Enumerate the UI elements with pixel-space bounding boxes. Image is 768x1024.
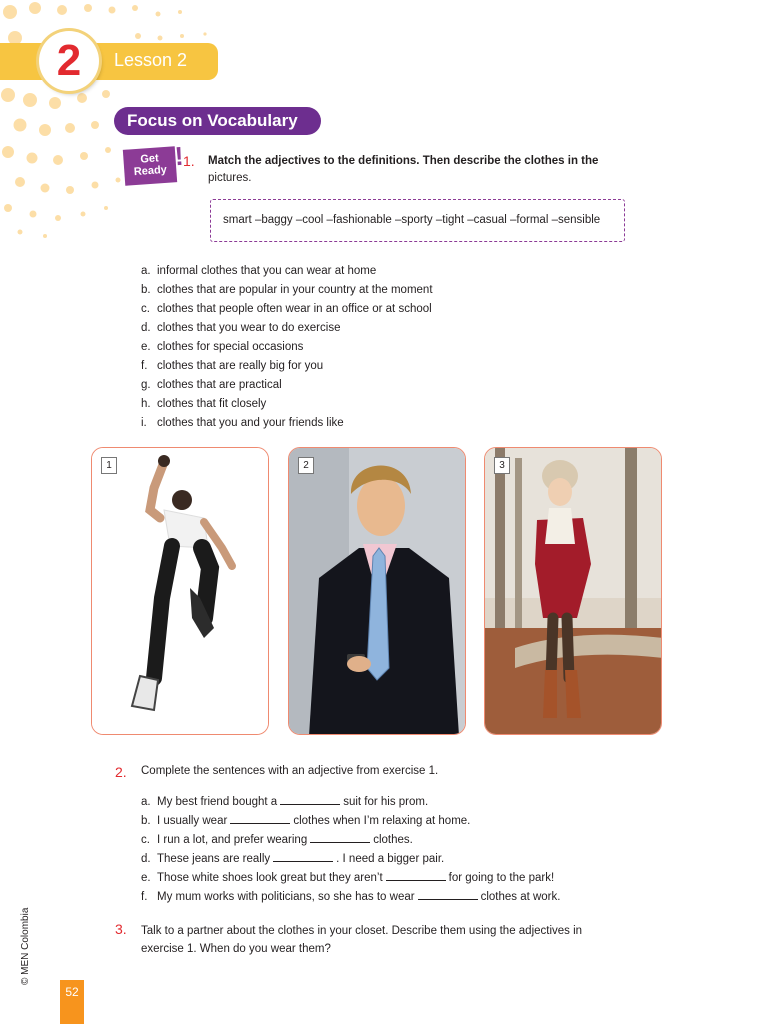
list-item: f. clothes that are really big for you — [141, 360, 324, 372]
answer-blank[interactable] — [273, 851, 333, 862]
exercise-1-instruction — [208, 153, 608, 187]
lesson-number: 2 — [56, 36, 82, 85]
photo-2-image — [289, 448, 466, 735]
photo-label: 2 — [298, 457, 314, 474]
list-item: a. informal clothes that you can wear at home — [141, 265, 377, 277]
sentences-list — [141, 793, 560, 907]
lesson-number-badge — [39, 31, 99, 91]
exercise-1-instruction-bold: Match the adjectives to the definitions. Then describe the clothes in the — [208, 155, 599, 167]
get-ready-line1: Get — [139, 152, 160, 166]
list-item: g. clothes that are practical — [141, 379, 282, 391]
answer-blank[interactable] — [418, 889, 478, 900]
list-item: f. My mum works with politicians, so she has to wear clothes at work. — [141, 891, 561, 903]
list-item: i. clothes that you and your friends like — [141, 417, 344, 429]
list-item: a. My best friend bought a suit for his prom. — [141, 796, 429, 808]
exercise-3-number: 3. — [115, 921, 127, 937]
adjective-word-box: smart –baggy –cool –fashionable –sporty –tight –casual –formal –sensible — [210, 199, 625, 242]
list-item: c. I run a lot, and prefer wearing clothes. — [141, 834, 413, 846]
get-ready-line2: Ready — [133, 163, 168, 179]
page-number: 52 — [60, 980, 84, 1024]
get-ready-badge — [123, 140, 185, 186]
exercise-3-instruction: Talk to a partner about the clothes in your closet. Describe them using the adjectives in exercise 1. When do you wear them? — [141, 925, 583, 955]
list-item: b. clothes that are popular in your country at the moment — [141, 284, 433, 296]
answer-blank[interactable] — [310, 832, 370, 843]
exercise-2-instruction: Complete the sentences with an adjective from exercise 1. — [141, 765, 439, 777]
photo-2-formal-suit — [288, 447, 466, 735]
list-item: b. I usually wear clothes when I’m relaxing at home. — [141, 815, 471, 827]
exercise-2-number: 2. — [115, 764, 127, 780]
photo-3-winter-clothes — [484, 447, 662, 735]
answer-blank[interactable] — [280, 794, 340, 805]
photo-1-sportswear — [91, 447, 269, 735]
photo-3-image — [485, 448, 662, 735]
list-item: e. Those white shoes look great but they aren’t for going to the park! — [141, 872, 555, 884]
exercise-1-number: 1. — [183, 153, 195, 169]
list-item: d. clothes that you wear to do exercise — [141, 322, 341, 334]
answer-blank[interactable] — [230, 813, 290, 824]
lesson-title: Lesson 2 — [114, 50, 188, 70]
section-title: Focus on Vocabulary — [114, 107, 321, 135]
definitions-list — [141, 262, 433, 433]
list-item: h. clothes that fit closely — [141, 398, 267, 410]
photo-label: 1 — [101, 457, 117, 474]
exercise-1-instruction-rest: pictures. — [208, 172, 252, 184]
list-item: c. clothes that people often wear in an office or at school — [141, 303, 432, 315]
copyright-notice: © MEN Colombia — [20, 907, 31, 985]
photo-1-image — [92, 448, 269, 735]
photo-label: 3 — [494, 457, 510, 474]
list-item: d. These jeans are really . I need a bigger pair. — [141, 853, 445, 865]
list-item: e. clothes for special occasions — [141, 341, 304, 353]
get-ready-exclamation: ! — [173, 140, 185, 172]
answer-blank[interactable] — [386, 870, 446, 881]
